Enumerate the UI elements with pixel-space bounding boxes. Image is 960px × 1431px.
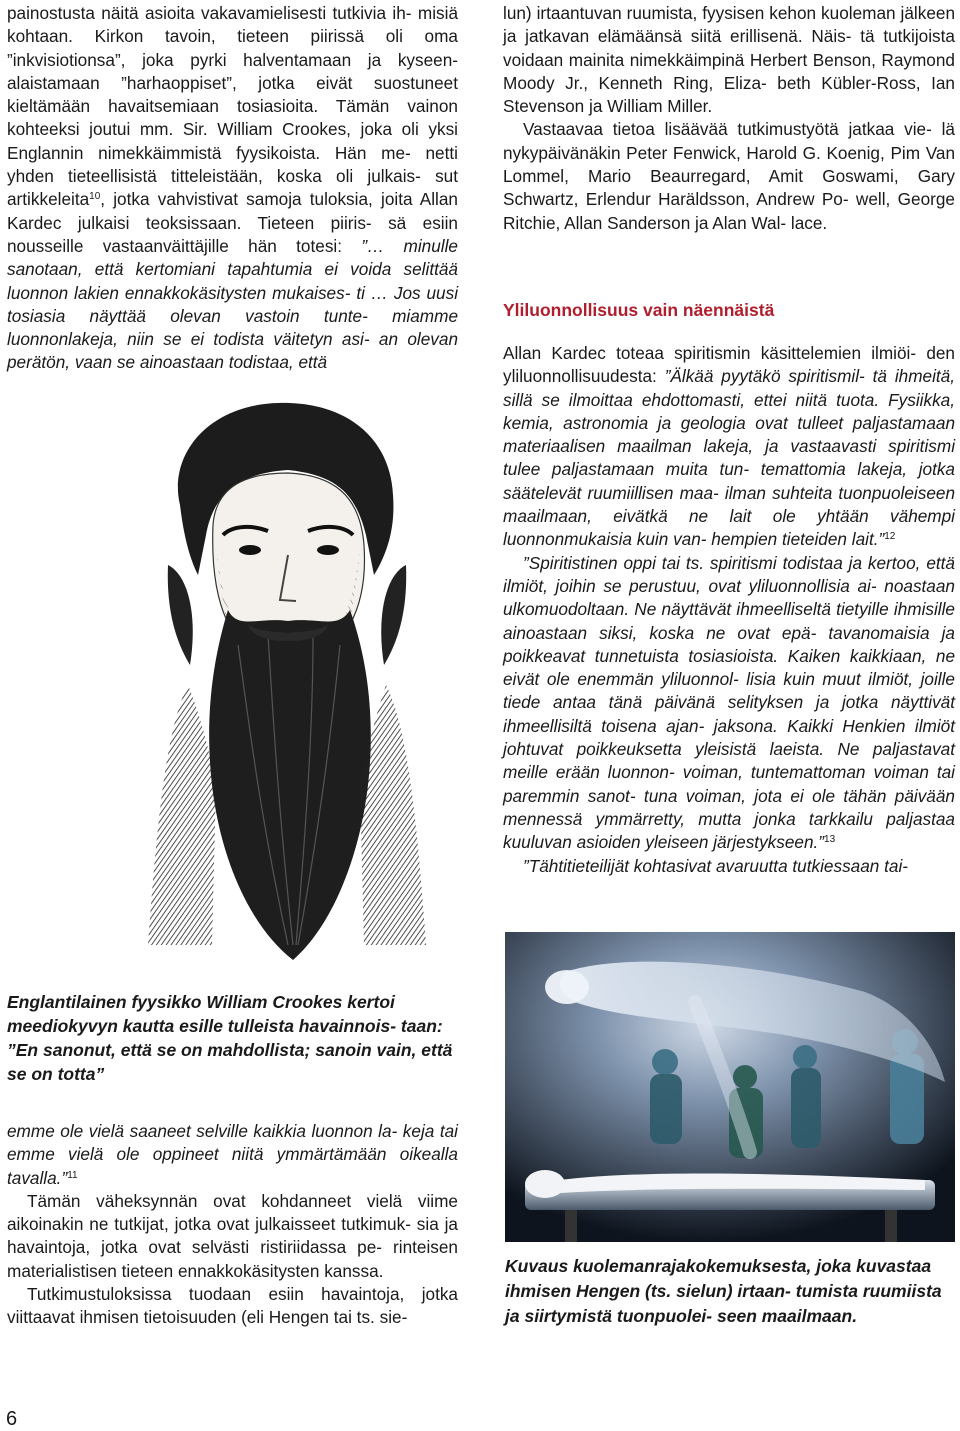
right-column-middle — [503, 342, 955, 878]
paragraph: Tämän väheksynnän ovat kohdanneet vielä viime aikoinakin ne tutkijat, jotka ovat julkaisseet tutkimuk- sia ja havaintoja, jotka ovat selvästi ristiriidassa pe- rinteisen materialistisen tieteen ennakkokäsitysten kanssa. — [7, 1190, 458, 1281]
left-column-top — [7, 2, 458, 375]
quote: ”Spiritistinen oppi tai ts. spiritismi todistaa ja kertoo, että ilmiöt, joihin se perustuu, ovat yliluonnollisia ai- noastaan ulkomuodoltaan. Ne näyttävät ihmeelliseltä tietyille ihmisille ainoastaan siksi, koska ne ovat epä- tavanomaisia ja poikkeavat tunnetuista tosiasioista. Kaiken kaikkiaan, ne eivät ole enemmän yliluonnol- lisia kuin muut ilmiöt, joille tiede antaa tänä päivänä selityksen ja jotka näyttivät ihmeellisiltä toisena ajan- jaksona. Kaikki Henkien ilmiöt johtuvat poikkeuksetta yleisistä laeista. Ne paljastavat meille erään luonnon- voiman, tuntemattoman voiman tai paremmin sanot- tuna voiman, jota ei ole tähän päivään mennessä ymmärretty, mutta jonka tarkkailu paljastaa kuuluvan asioiden yleiseen järjestykseen.” — [503, 552, 956, 853]
footnote-ref: 11 — [67, 1169, 78, 1181]
paragraph: Tutkimustuloksissa tuodaan esiin havaintoja, jotka viittaavat ihmisen tietoisuuden (eli Hengen tai ts. sie- — [7, 1284, 458, 1328]
left-column-bottom — [7, 1120, 458, 1330]
paragraph — [503, 552, 955, 855]
quote: ”Älkää pyytäkö spiritismil- tä ihmeitä, sillä se ilmoittaa ehdottomasti, ettei niitä tuota. Fysiikka, kemia, astronomia ja geologia ovat tulleet paljastamaan materiaalisen maailman lakeja, ja vastaavasti spiritismi tulee paljastamaan muita tun- temattomia lakeja, jotka säätelevät ruumiillisen maa- ilman suhteita tuonpuoleiseen maailmaan, eivätkä ne lait ole yhtään vähempi luonnonmukaisia kuin van- hempien tieteiden lait.” — [503, 366, 956, 550]
footnote-ref: 13 — [824, 834, 836, 846]
paragraph: emme ole vielä saaneet selville kaikkia luonnon la- keja tai emme vielä ole oppineet niitä ymmärtämään oikealla tavalla.”$^{11}$ — [7, 1121, 459, 1188]
paragraph: Vastaavaa tietoa lisäävää tutkimustyötä jatkaa vie- lä nykypäivänäkin Peter Fenwick, Harold G. Koenig, Pim Van Lommel, Mario Beaurregard, Amit Goswami, Gary Schwartz, Erlendur Haräldsson, Andrew Po- well, George Ritchie, Allan Sanderson ja Alan Wal- lace. — [503, 119, 956, 233]
paragraph: lun) irtaantuvan ruumista, fyysisen kehon kuoleman jälkeen ja jatkavan elämäänsä siitä erillisenä. Näis- tä tutkijoista voidaan mainita nimekkäimpinä Herbert Benson, Raymond Moody Jr., Kenneth Ring, Eliza- beth Kübler-Ross, Ian Stevenson ja William Miller. — [503, 3, 955, 117]
near-death-experience-photo — [505, 932, 955, 1242]
section-heading: Yliluonnollisuus vain näennäistä — [503, 300, 775, 320]
footnote-ref: 10 — [89, 191, 101, 203]
paragraph: ”Tähtitieteilijät kohtasivat avaruutta tutkiessaan tai- — [523, 855, 908, 876]
paragraph: Allan Kardec toteaa spiritismin käsittelemien ilmiöi- den yliluonnollisuudesta: ”Älkää pyytäkö spiritismil- tä ihmeitä, sillä se ilmoittaa ehdottomasti, ettei niitä tuota. Fysiikka, kemia, astronomia ja geologia ovat tulleet paljastamaan materiaalisen maailman lakeja, ja vastaavasti spiritismi tulee paljastamaan muita tun- temattomia lakeja, jotka säätelevät ruumiillisen maa- ilman suhteita tuonpuoleiseen maailmaan, eivätkä ne lait ole yhtään vähempi luonnonmukaisia kuin van- hempien tieteiden lait.”$^{12}$ — [503, 343, 956, 550]
footnote-ref: 12 — [884, 531, 896, 543]
paragraph: painostusta näitä asioita vakavamielisesti tutkivia ih- misiä kohtaan. Kirkon tavoin, tieteen piirissä oli oma ”inkvisiotionsa”, joka pyrki halventamaan ja kyseen- alaistamaan ”harhaoppiset”, jotka eivät suostuneet kieltämään havaitsemiaan tosiasioita. Tämän vainon kohteeksi joutui mm. Sir. William Crookes, joka oli yksi Englannin nimekkäimmistä fyysikoista. Hän me- netti yhden tieteellisistä titteleistään, koska oli julkais- sut artikkeleita$^{10}$, jotka vahvistivat samoja tuloksia, joita Allan Kardec julkaisi teoksissaan. Tieteen piiris- sä esiin nousseille vastaanväittäjille hän totesi: ”… minulle sanotaan, että kertomiani tapahtumia ei voida selittää luonnon lakien ennakkokäsitysten mukaises- ti … Jos uusi tosiasia näyttää olevan vastoin tunte- miamme luonnonlakeja, niin se ei todista väitetyn asi- an olevan perätön, vaan se ainoastaan todistaa, että — [7, 3, 459, 373]
portrait-caption: Englantilainen fyysikko William Crookes kertoi meediokyvyn kautta esille tulleista havainnois- taan: ”En sanonut, että se on mahdollista; sanoin vain, että se on totta” — [7, 992, 453, 1084]
quote: minulle sanotaan, että kertomiani tapahtumia ei voida selittää luonnon lakien ennakkokäsitysten mukaises- ti … Jos uusi tosiasia näyttää olevan vastoin tunte- miamme luonnonlakeja, niin se ei todista väitetyn asi- an olevan perätön, vaan se ainoastaan todistaa, että — [7, 235, 459, 373]
photo-caption: Kuvaus kuolemanrajakokemuksesta, joka kuvastaa ihmisen Hengen (ts. sielun) irtaan- tumista ruumiista ja siirtymistä tuonpuolei- seen maailmaan. — [505, 1256, 942, 1326]
right-column-top — [503, 2, 955, 235]
william-crookes-portrait — [128, 385, 446, 963]
page-number: 6 — [6, 1408, 18, 1430]
